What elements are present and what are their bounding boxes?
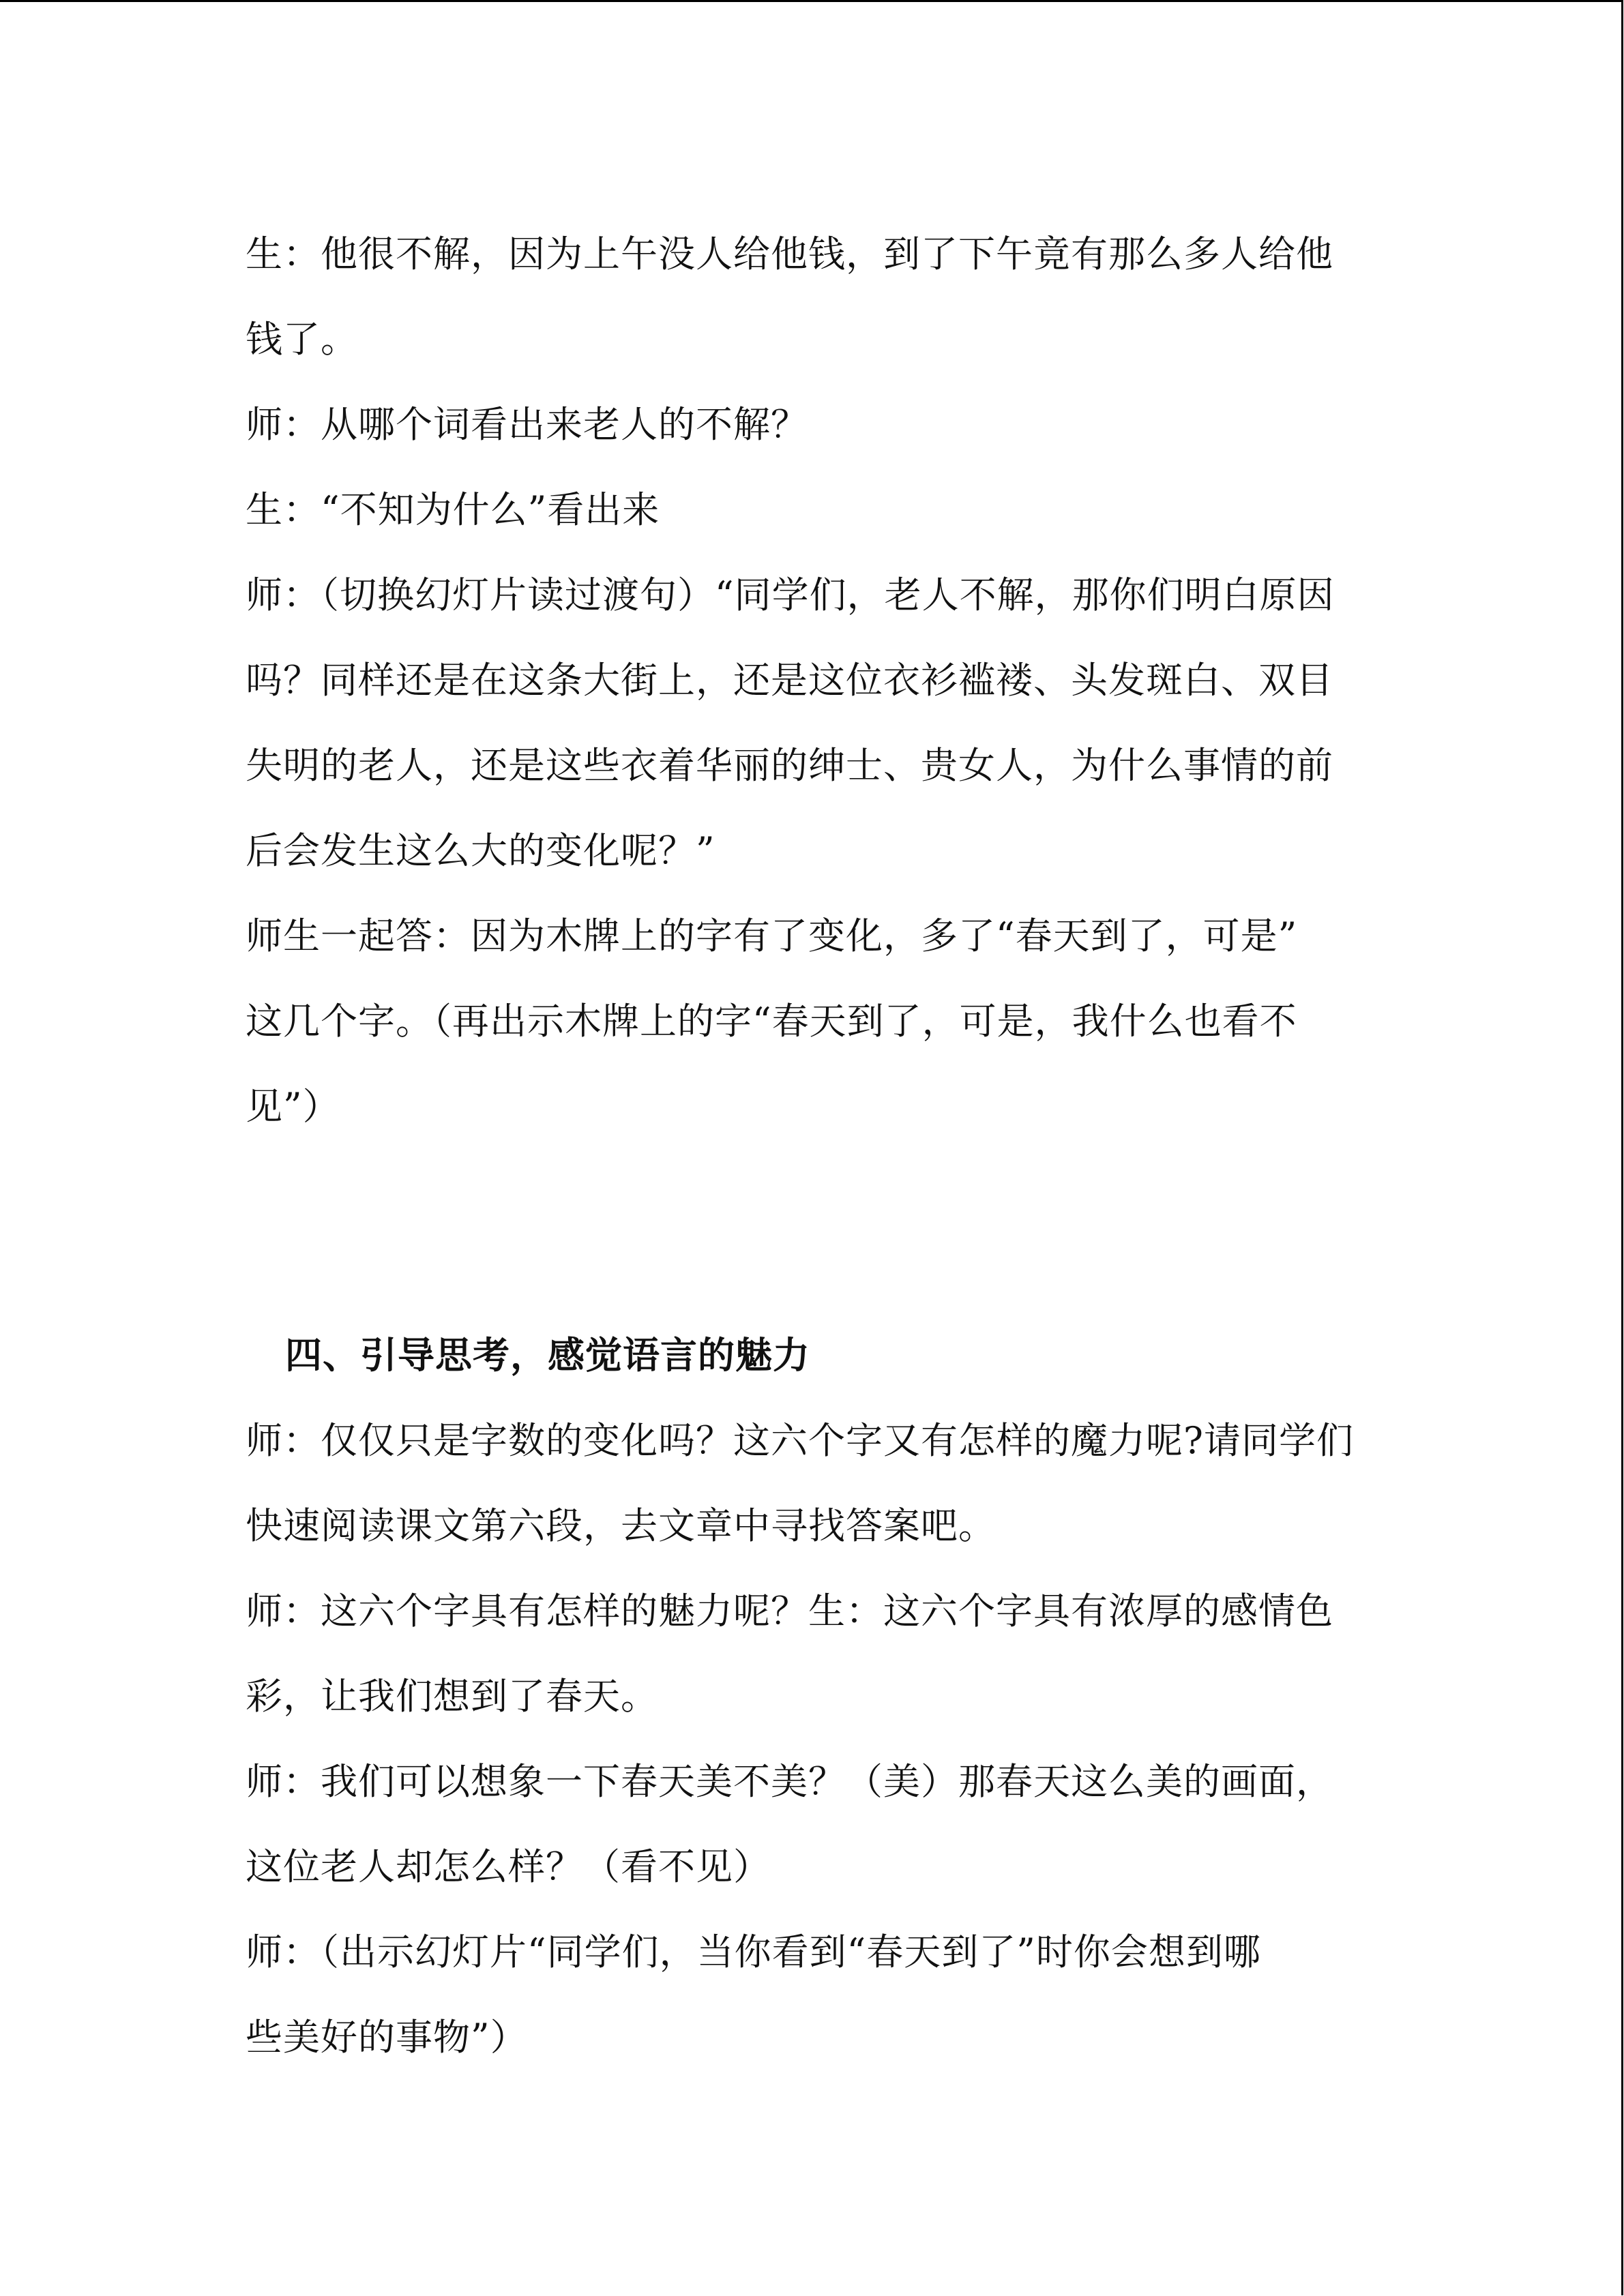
text-line: 钱了。	[246, 318, 358, 361]
text-line: 见”）	[246, 1085, 340, 1128]
text-line: 彩，让我们想到了春天。	[246, 1675, 658, 1718]
document-body	[246, 211, 1378, 2080]
text-line: 生：“不知为什么”看出来	[246, 488, 660, 531]
text-line: 师：（切换幻灯片读过渡句）“同学们，老人不解，那你们明白原因	[246, 573, 1335, 616]
section-spacer	[246, 1149, 1378, 1313]
text-line: 这几个字。（再出示木牌上的字“春天到了，可是，我什么也看不	[246, 1000, 1297, 1043]
dialogue-section-before	[246, 211, 1378, 1149]
text-line: 失明的老人，还是这些衣着华丽的绅士、贵女人，为什么事情的前	[246, 744, 1333, 787]
text-line: 师：我们可以想象一下春天美不美？（美）那春天这么美的画面，	[246, 1760, 1333, 1803]
text-line: 吗？同样还是在这条大街上，还是这位衣衫褴褛、头发斑白、双目	[246, 659, 1333, 702]
section-heading: 四、引导思考，感觉语言的魅力	[285, 1334, 810, 1377]
text-line: 师：仅仅只是字数的变化吗？这六个字又有怎样的魔力呢?请同学们	[246, 1419, 1354, 1462]
text-line: 师生一起答：因为木牌上的字有了变化，多了“春天到了，可是”	[246, 914, 1298, 957]
text-line: 师：从哪个词看出来老人的不解？	[246, 403, 808, 446]
text-line: 后会发生这么大的变化呢？”	[246, 829, 715, 872]
text-line: 师：（出示幻灯片“同学们，当你看到“春天到了”时你会想到哪	[246, 1930, 1261, 1973]
text-line: 快速阅读课文第六段，去文章中寻找答案吧。	[246, 1504, 996, 1547]
dialogue-section-after	[246, 1398, 1378, 2080]
text-line: 这位老人却怎么样？（看不见）	[246, 1845, 771, 1888]
text-line: 生：他很不解，因为上午没人给他钱，到了下午竟有那么多人给他	[246, 233, 1333, 275]
text-line: 师：这六个字具有怎样的魅力呢？生：这六个字具有浓厚的感情色	[246, 1590, 1333, 1632]
text-line: 些美好的事物”）	[246, 2016, 528, 2059]
